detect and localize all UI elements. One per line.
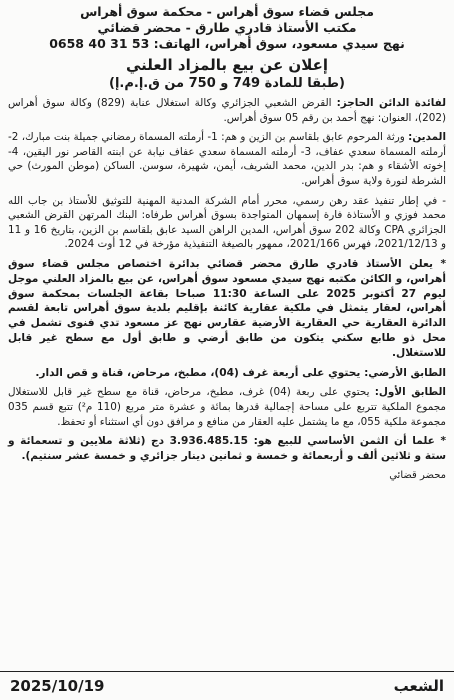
announcement-body [8, 96, 446, 483]
first-floor-label: الطابق الأول: [374, 386, 446, 399]
bailiff-office-line: مكتب الأستاذ قادري طارق - محضر قضائي [97, 20, 357, 35]
signer-line: محضر قضائي [389, 469, 446, 481]
base-price-paragraph: * علما أن الثمن الأساسي للبيع هو: 3.936.485.15 دج (ثلاثة ملايين و تسعمائة و ستة و ثلاثين ألف و أربعمائة و خمسة و ثمانين دينار جزائري و خمسة عشر سنتيم). [8, 435, 446, 462]
debtor-paragraph [8, 130, 446, 188]
debtor-label: المدين: [408, 131, 447, 144]
office-header [8, 4, 446, 52]
newspaper-name: الشعب [393, 677, 444, 695]
announcement-subtitle: (طبقا للمادة 749 و 750 من ق.إ.م.إ) [109, 76, 345, 91]
announcement-title-block [8, 56, 446, 92]
ground-floor-label: الطابق الأرضي: [364, 366, 446, 379]
announcement-title: إعلان عن بيع بالمزاد العلني [125, 56, 328, 74]
ground-floor-text: يحتوي على أربعة غرف (04)، مطبخ، مرحاض، قناة و قص الدار. [35, 366, 365, 379]
court-line: مجلس قضاء سوق أهراس - محكمة سوق أهراس [80, 4, 374, 19]
creditor-label: لفائدة الدائن الحاجز: [336, 97, 447, 109]
ground-floor-paragraph [8, 366, 446, 381]
publication-date: 2025/10/19 [10, 677, 105, 695]
creditor-text: القرض الشعبي الجزائري وكالة استغلال عنابة (829) وكالة سوق أهراس (202)، العنوان: نهج أحمد بن رقم 05 سوق أهراس. [8, 97, 446, 124]
creditor-paragraph [8, 96, 446, 125]
address-phone-line: نهج سيدي مسعود، سوق أهراس، الهاتف: 53 31 40 0658 [49, 36, 405, 51]
mortgage-paragraph: - في إطار تنفيذ عقد رهن رسمي، محرر أمام الشركة المدنية المهنية للتوثيق للأستاذ بن جاب الله محمد فوزي و الأستاذة فارة إسمهان المتواجدة بسوق أهراس طرفاه: البنك المرتهن القرض الشعبي الجزائري CPA وكالة 202 سوق أهراس، المدين الراهن السيد عابق بلقاسم بن الزين، بتاريخ 16 و 11 و 2021/12/13، فهرس 2021/166، ممهور بالصيغة التنفيذية مؤرخة في 12 أوت 2024. [8, 194, 447, 251]
first-floor-text: يحتوي على ربعة (04) غرف، مطبخ، مرحاض، قناة مع سطح غير قابل للاستغلال مجموع الملكية تتربع على مساحة إجمالية قدرها بمائة و عشرة متر مربع (110 م²) تتبع قسم 035 مجموعة ملكية 055، مع ما يشتمل عليه العقار من منافع و مرافق دون أي استثناء أو تحفظ. [8, 386, 446, 428]
newspaper-footer [0, 671, 454, 700]
first-floor-paragraph [8, 385, 446, 429]
debtor-text: ورثة المرحوم عابق بلقاسم بن الزين و هم: 1- أرملته المسماة رمضاني جميلة بنت مبارك، 2- أرملته المسماة سعدي عفاف، 3- أرملته المسماة سعدي عفاف نيابة عن ابنته القاصر نور اليقين، 4- إخوته الأشقاء و هم: بدر الدين، محمد الشريف، أيمن، شهيرة، سوسن. الساكن (موطن المورث) حي الشرطة لنورة ولاية سوق أهراس. [8, 131, 446, 187]
sale-notice-paragraph: * يعلن الأستاذ قادري طارق محضر قضائي بدائرة اختصاص مجلس قضاء سوق أهراس، و الكائن مكتبه نهج سيدي مسعود سوق أهراس، عن بيع بالمزاد العلني موجل ليوم 27 أكتوبر 2025 على الساعة 11:30 صباحا بقاعة الجلسات بمحكمة سوق أهراس، لعقار يتمثل في ملكية عقارية كائنة بإقليم بلدية سوق أهراس تابعة لقسم الدائرة العقارية حي العقارية الأرضية عقارس نهج عز مسعود تدي فنوى تشمل في محل ذو طابع سكني يتكون من طابق أرضي و طابق أول مع سطح غير قابل للاستغلال. [8, 257, 447, 359]
